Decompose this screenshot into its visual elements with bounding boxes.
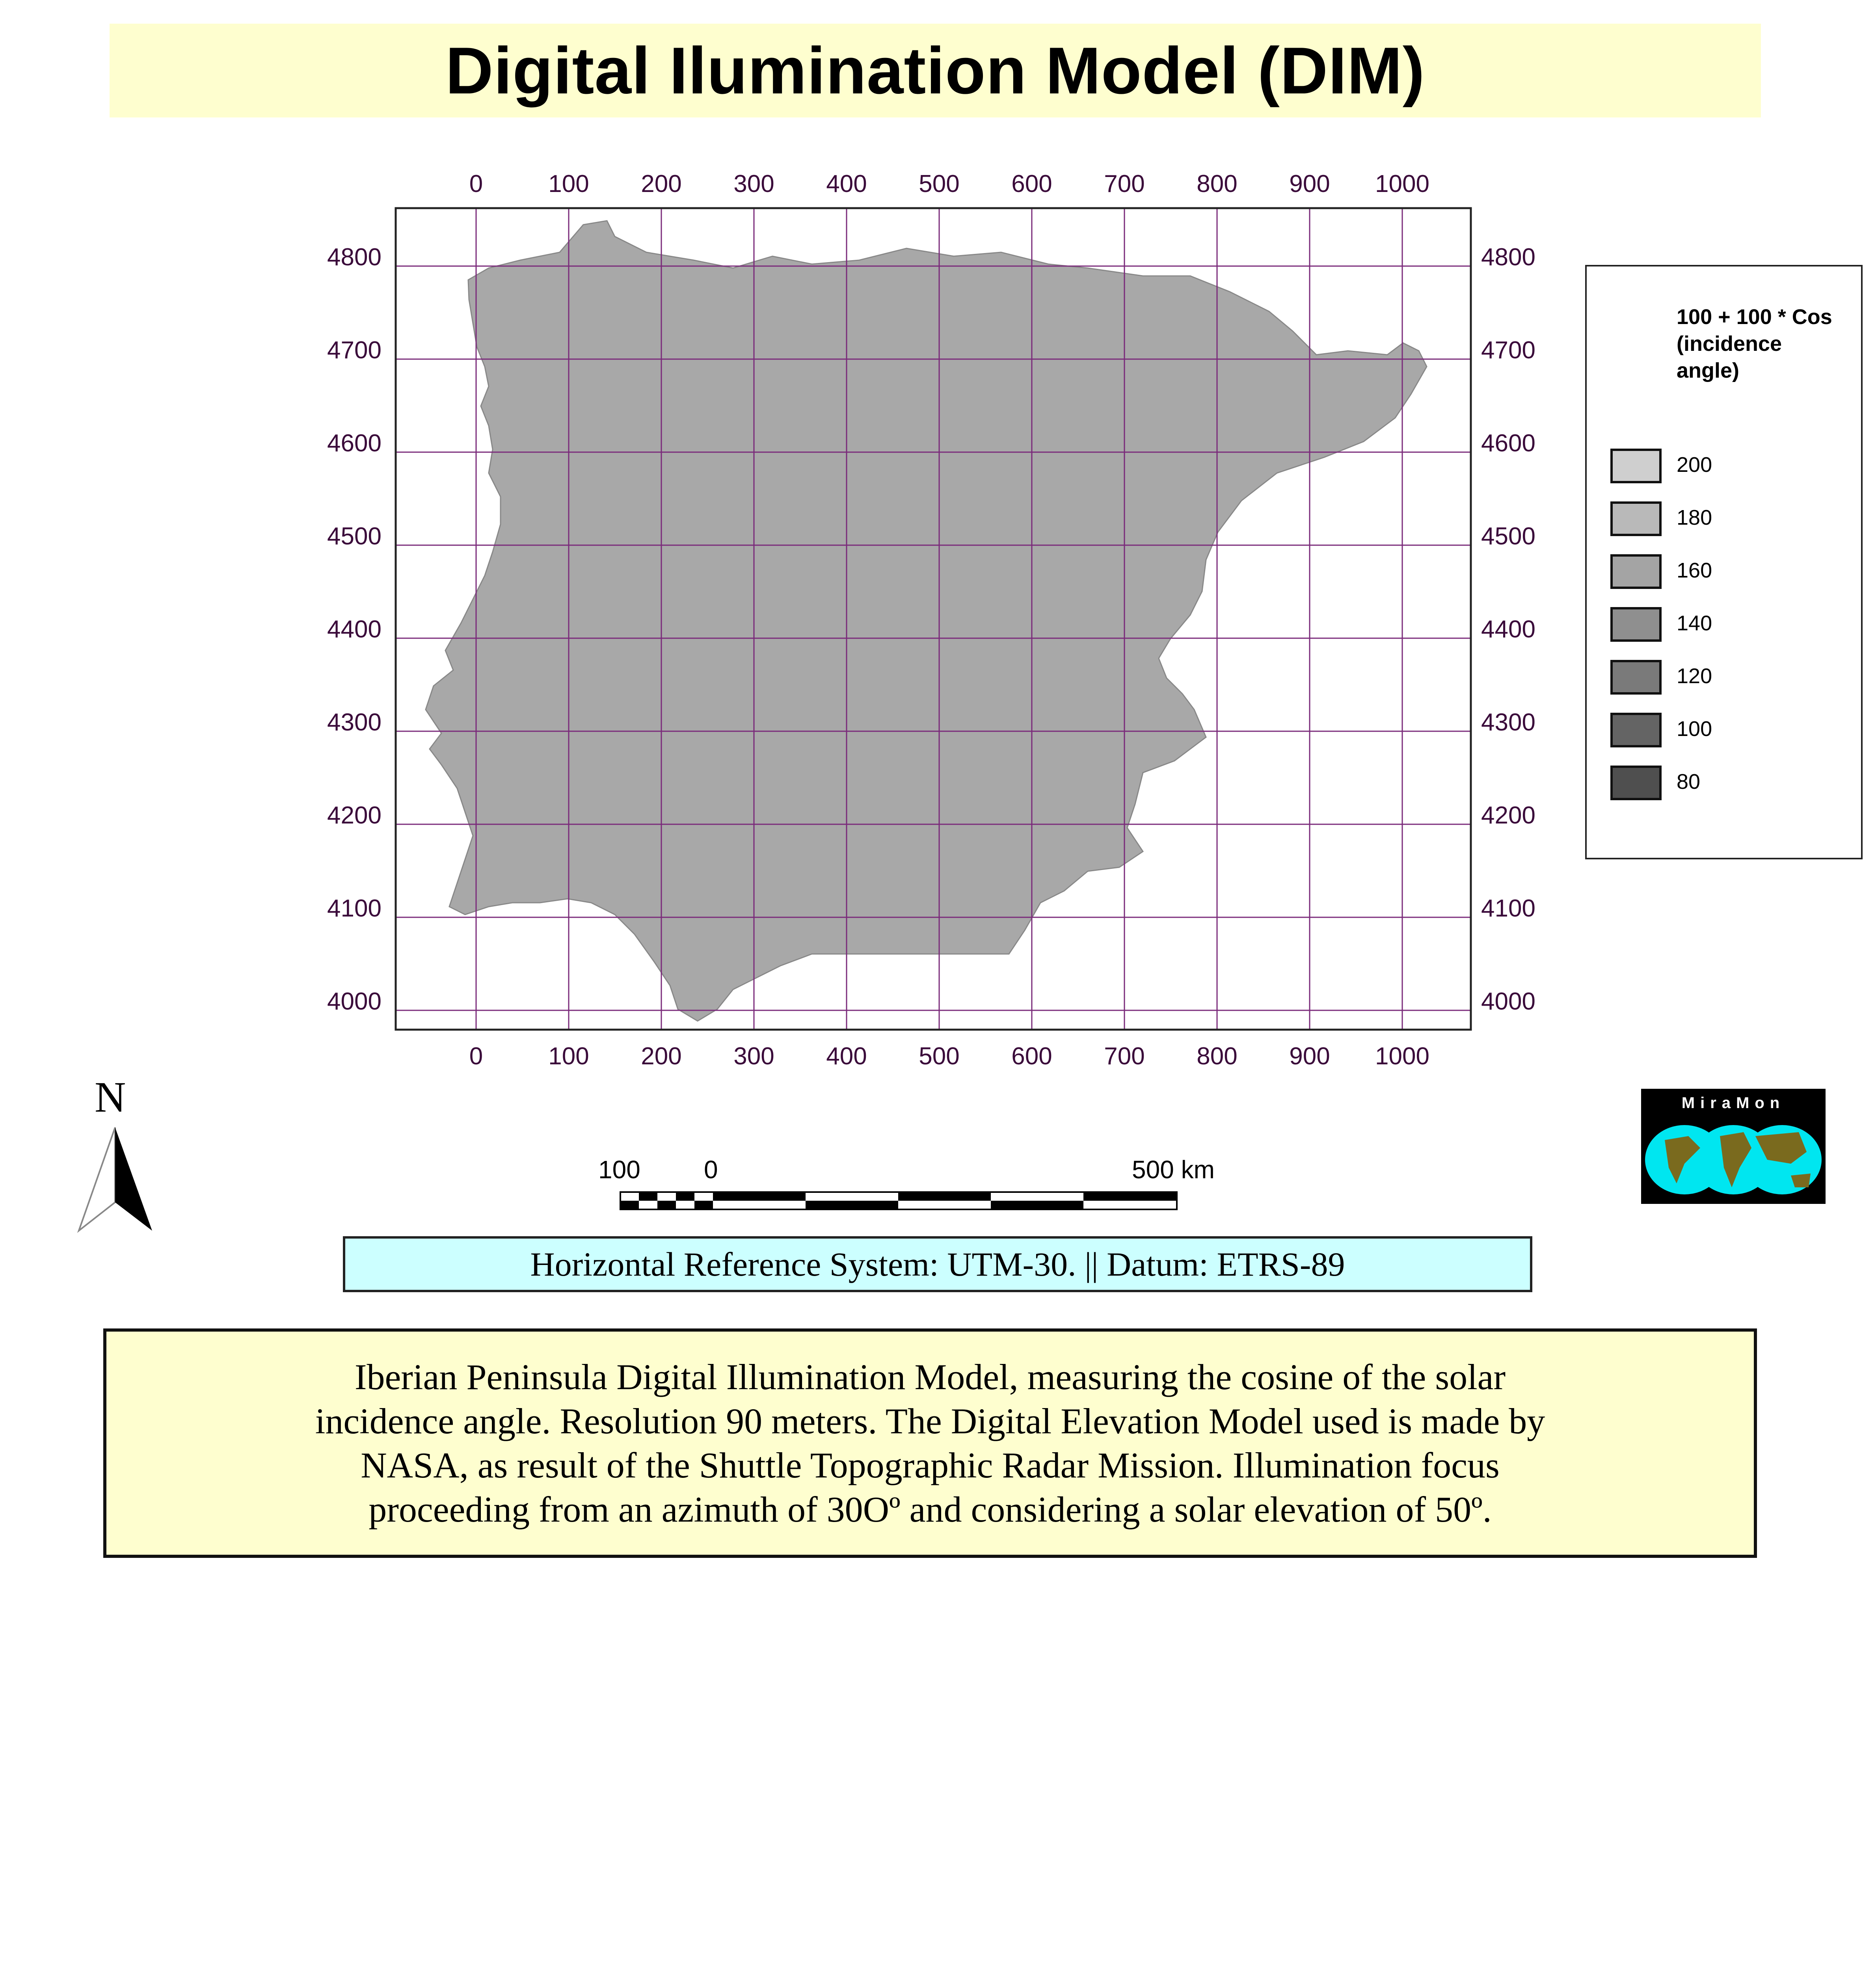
legend-label: 160 xyxy=(1677,559,1712,582)
x-tick-label-bottom: 0 xyxy=(469,1043,483,1070)
legend-swatch xyxy=(1610,713,1662,747)
legend-label: 180 xyxy=(1677,506,1712,529)
legend-swatch xyxy=(1610,607,1662,642)
iberia-terrain xyxy=(426,221,1427,1021)
x-tick-label-top: 100 xyxy=(548,170,589,197)
map-title: Digital Ilumination Model (DIM) xyxy=(445,33,1425,108)
description-line: proceeding from an azimuth of 30Oº and considering a solar elevation of 50º. xyxy=(368,1489,1492,1529)
y-tick-label-right: 4300 xyxy=(1481,709,1535,736)
miramon-logo xyxy=(1641,1089,1826,1204)
x-tick-label-top: 200 xyxy=(641,170,682,197)
x-tick-label-top: 400 xyxy=(826,170,867,197)
x-tick-label-top: 800 xyxy=(1197,170,1238,197)
legend-label: 140 xyxy=(1677,611,1712,635)
legend-label: 200 xyxy=(1677,453,1712,477)
y-tick-label-left: 4800 xyxy=(327,244,382,271)
x-tick-label-top: 0 xyxy=(469,170,483,197)
legend-swatch xyxy=(1610,449,1662,483)
x-tick-label-bottom: 700 xyxy=(1104,1043,1145,1070)
x-tick-label-bottom: 800 xyxy=(1197,1043,1238,1070)
logo-text: MiraMon xyxy=(1681,1094,1785,1112)
x-tick-label-bottom: 300 xyxy=(733,1043,774,1070)
legend-swatch xyxy=(1610,554,1662,589)
legend-label: 80 xyxy=(1677,770,1701,794)
y-tick-label-right: 4800 xyxy=(1481,244,1535,271)
x-tick-label-top: 1000 xyxy=(1375,170,1429,197)
x-tick-label-top: 900 xyxy=(1289,170,1330,197)
x-tick-label-bottom: 1000 xyxy=(1375,1043,1429,1070)
legend-label: 100 xyxy=(1677,717,1712,741)
north-label: N xyxy=(95,1073,126,1121)
x-tick-label-top: 300 xyxy=(733,170,774,197)
legend-swatch xyxy=(1610,501,1662,536)
x-tick-label-top: 500 xyxy=(919,170,960,197)
x-tick-label-bottom: 200 xyxy=(641,1043,682,1070)
x-tick-label-top: 600 xyxy=(1011,170,1052,197)
north-arrow-icon xyxy=(79,1127,152,1231)
x-tick-label-bottom: 100 xyxy=(548,1043,589,1070)
globe-icon xyxy=(1641,1089,1826,1204)
y-tick-label-right: 4700 xyxy=(1481,337,1535,364)
description-line: NASA, as result of the Shuttle Topographic Radar Mission. Illumination focus xyxy=(361,1445,1500,1485)
scale-zero-label: 0 xyxy=(704,1155,718,1184)
x-tick-label-bottom: 500 xyxy=(919,1043,960,1070)
y-tick-label-left: 4100 xyxy=(327,895,382,922)
y-tick-label-left: 4000 xyxy=(327,988,382,1015)
y-tick-label-right: 4000 xyxy=(1481,988,1535,1015)
description-line: Iberian Peninsula Digital Illumination Model, measuring the cosine of the solar xyxy=(354,1357,1506,1397)
legend-label: 120 xyxy=(1677,664,1712,688)
y-tick-label-left: 4300 xyxy=(327,709,382,736)
legend-swatch xyxy=(1610,660,1662,695)
y-tick-label-right: 4100 xyxy=(1481,895,1535,922)
scale-right-label: 500 km xyxy=(1132,1155,1215,1184)
legend-swatch xyxy=(1610,766,1662,800)
description-box xyxy=(103,1328,1757,1558)
reference-system-text: Horizontal Reference System: UTM-30. || Datum: ETRS-89 xyxy=(530,1245,1345,1283)
y-tick-label-left: 4200 xyxy=(327,802,382,829)
y-tick-label-right: 4200 xyxy=(1481,802,1535,829)
reference-system-box xyxy=(343,1236,1532,1292)
x-tick-label-bottom: 600 xyxy=(1011,1043,1052,1070)
x-tick-label-bottom: 400 xyxy=(826,1043,867,1070)
description-line: incidence angle. Resolution 90 meters. The Digital Elevation Model used is made by xyxy=(315,1401,1545,1441)
y-tick-label-right: 4500 xyxy=(1481,523,1535,550)
x-tick-label-top: 700 xyxy=(1104,170,1145,197)
scale-left-label: 100 xyxy=(598,1155,640,1184)
legend-title: 100 + 100 * Cos (incidence angle) xyxy=(1677,305,1832,382)
y-tick-label-left: 4400 xyxy=(327,616,382,643)
y-tick-label-left: 4600 xyxy=(327,430,382,457)
y-tick-label-left: 4700 xyxy=(327,337,382,364)
y-tick-label-left: 4500 xyxy=(327,523,382,550)
y-tick-label-right: 4600 xyxy=(1481,430,1535,457)
y-tick-label-right: 4400 xyxy=(1481,616,1535,643)
x-tick-label-bottom: 900 xyxy=(1289,1043,1330,1070)
scale-bar xyxy=(620,1192,1177,1209)
